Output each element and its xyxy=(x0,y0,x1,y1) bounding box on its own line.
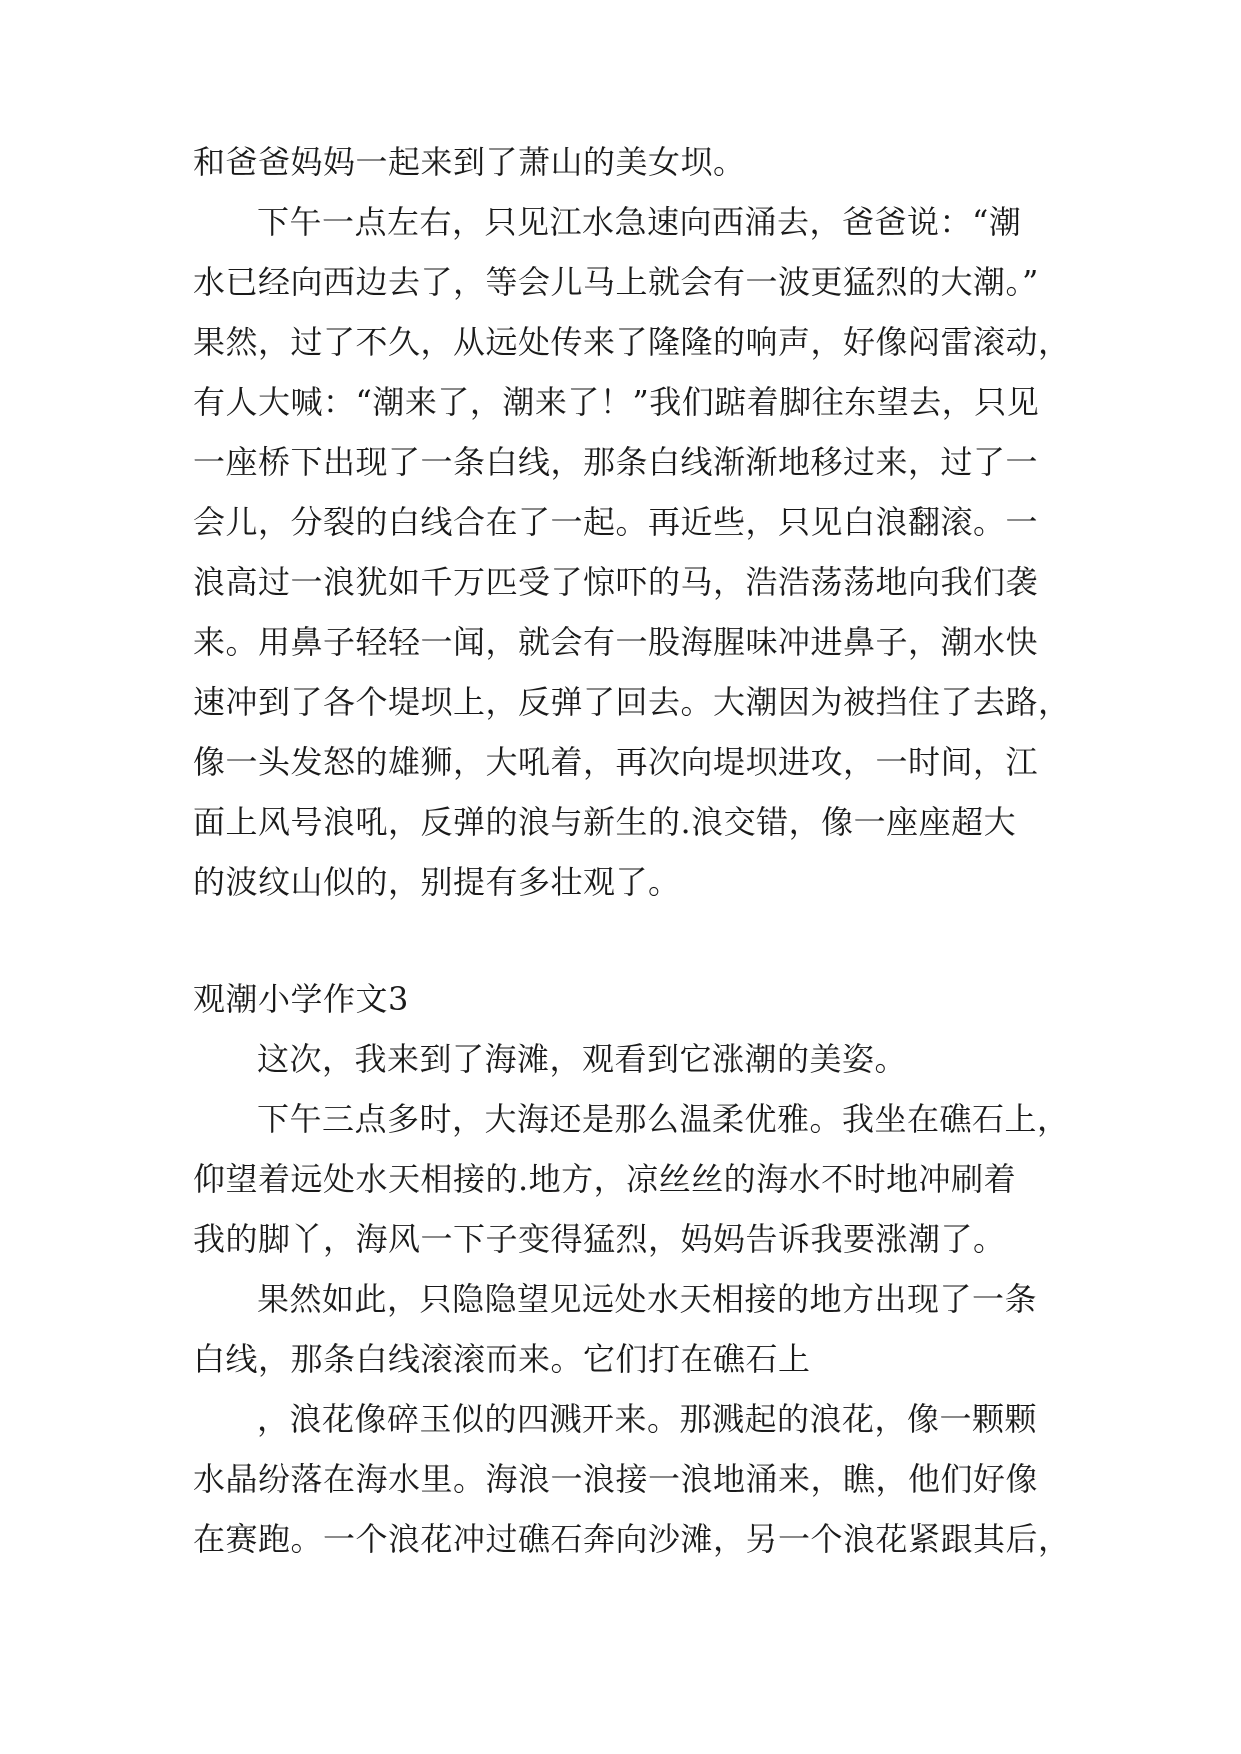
text-line: 会儿，分裂的白线合在了一起。再近些，只见白浪翻滚。一 xyxy=(193,503,1039,541)
paragraph-start: 这次，我来到了海滩，观看到它涨潮的美姿。 xyxy=(257,1040,908,1078)
text-line: 来。用鼻子轻轻一闻，就会有一股海腥味冲进鼻子，潮水快 xyxy=(193,623,1039,661)
text-line: 和爸爸妈妈一起来到了萧山的美女坝。 xyxy=(193,143,746,181)
text-line: 的波纹山似的，别提有多壮观了。 xyxy=(193,863,681,901)
text-line: 浪高过一浪犹如千万匹受了惊吓的马，浩浩荡荡地向我们袭 xyxy=(193,563,1039,601)
paragraph-start: 果然如此，只隐隐望见远处水天相接的地方出现了一条 xyxy=(257,1280,1038,1318)
text-line: 水已经向西边去了，等会儿马上就会有一波更猛烈的大潮。” xyxy=(193,263,1039,301)
text-line: 果然，过了不久，从远处传来了隆隆的响声，好像闷雷滚动， xyxy=(193,323,1071,361)
text-line: 一座桥下出现了一条白线，那条白线渐渐地移过来，过了一 xyxy=(193,443,1039,481)
paragraph-start: ，浪花像碎玉似的四溅开来。那溅起的浪花，像一颗颗 xyxy=(257,1400,1038,1438)
text-line: 面上风号浪吼，反弹的浪与新生的.浪交错，像一座座超大 xyxy=(193,803,1017,841)
paragraph-start: 下午三点多时，大海还是那么温柔优雅。我坐在礁石上， xyxy=(257,1100,1070,1138)
text-line: 速冲到了各个堤坝上，反弹了回去。大潮因为被挡住了去路， xyxy=(193,683,1071,721)
text-line: 在赛跑。一个浪花冲过礁石奔向沙滩，另一个浪花紧跟其后， xyxy=(193,1520,1071,1558)
text-line: 水晶纷落在海水里。海浪一浪接一浪地涌来，瞧，他们好像 xyxy=(193,1460,1039,1498)
text-line: 像一头发怒的雄狮，大吼着，再次向堤坝进攻，一时间，江 xyxy=(193,743,1039,781)
text-line: 仰望着远处水天相接的.地方，凉丝丝的海水不时地冲刷着 xyxy=(193,1160,1017,1198)
section-heading: 观潮小学作文3 xyxy=(193,980,409,1018)
text-line: 我的脚丫，海风一下子变得猛烈，妈妈告诉我要涨潮了。 xyxy=(193,1220,1006,1258)
text-line: 有人大喊：“潮来了，潮来了！”我们踮着脚往东望去，只见 xyxy=(193,383,1040,421)
paragraph-start: 下午一点左右，只见江水急速向西涌去，爸爸说：“潮 xyxy=(257,203,1022,241)
text-line: 白线，那条白线滚滚而来。它们打在礁石上 xyxy=(193,1340,811,1378)
